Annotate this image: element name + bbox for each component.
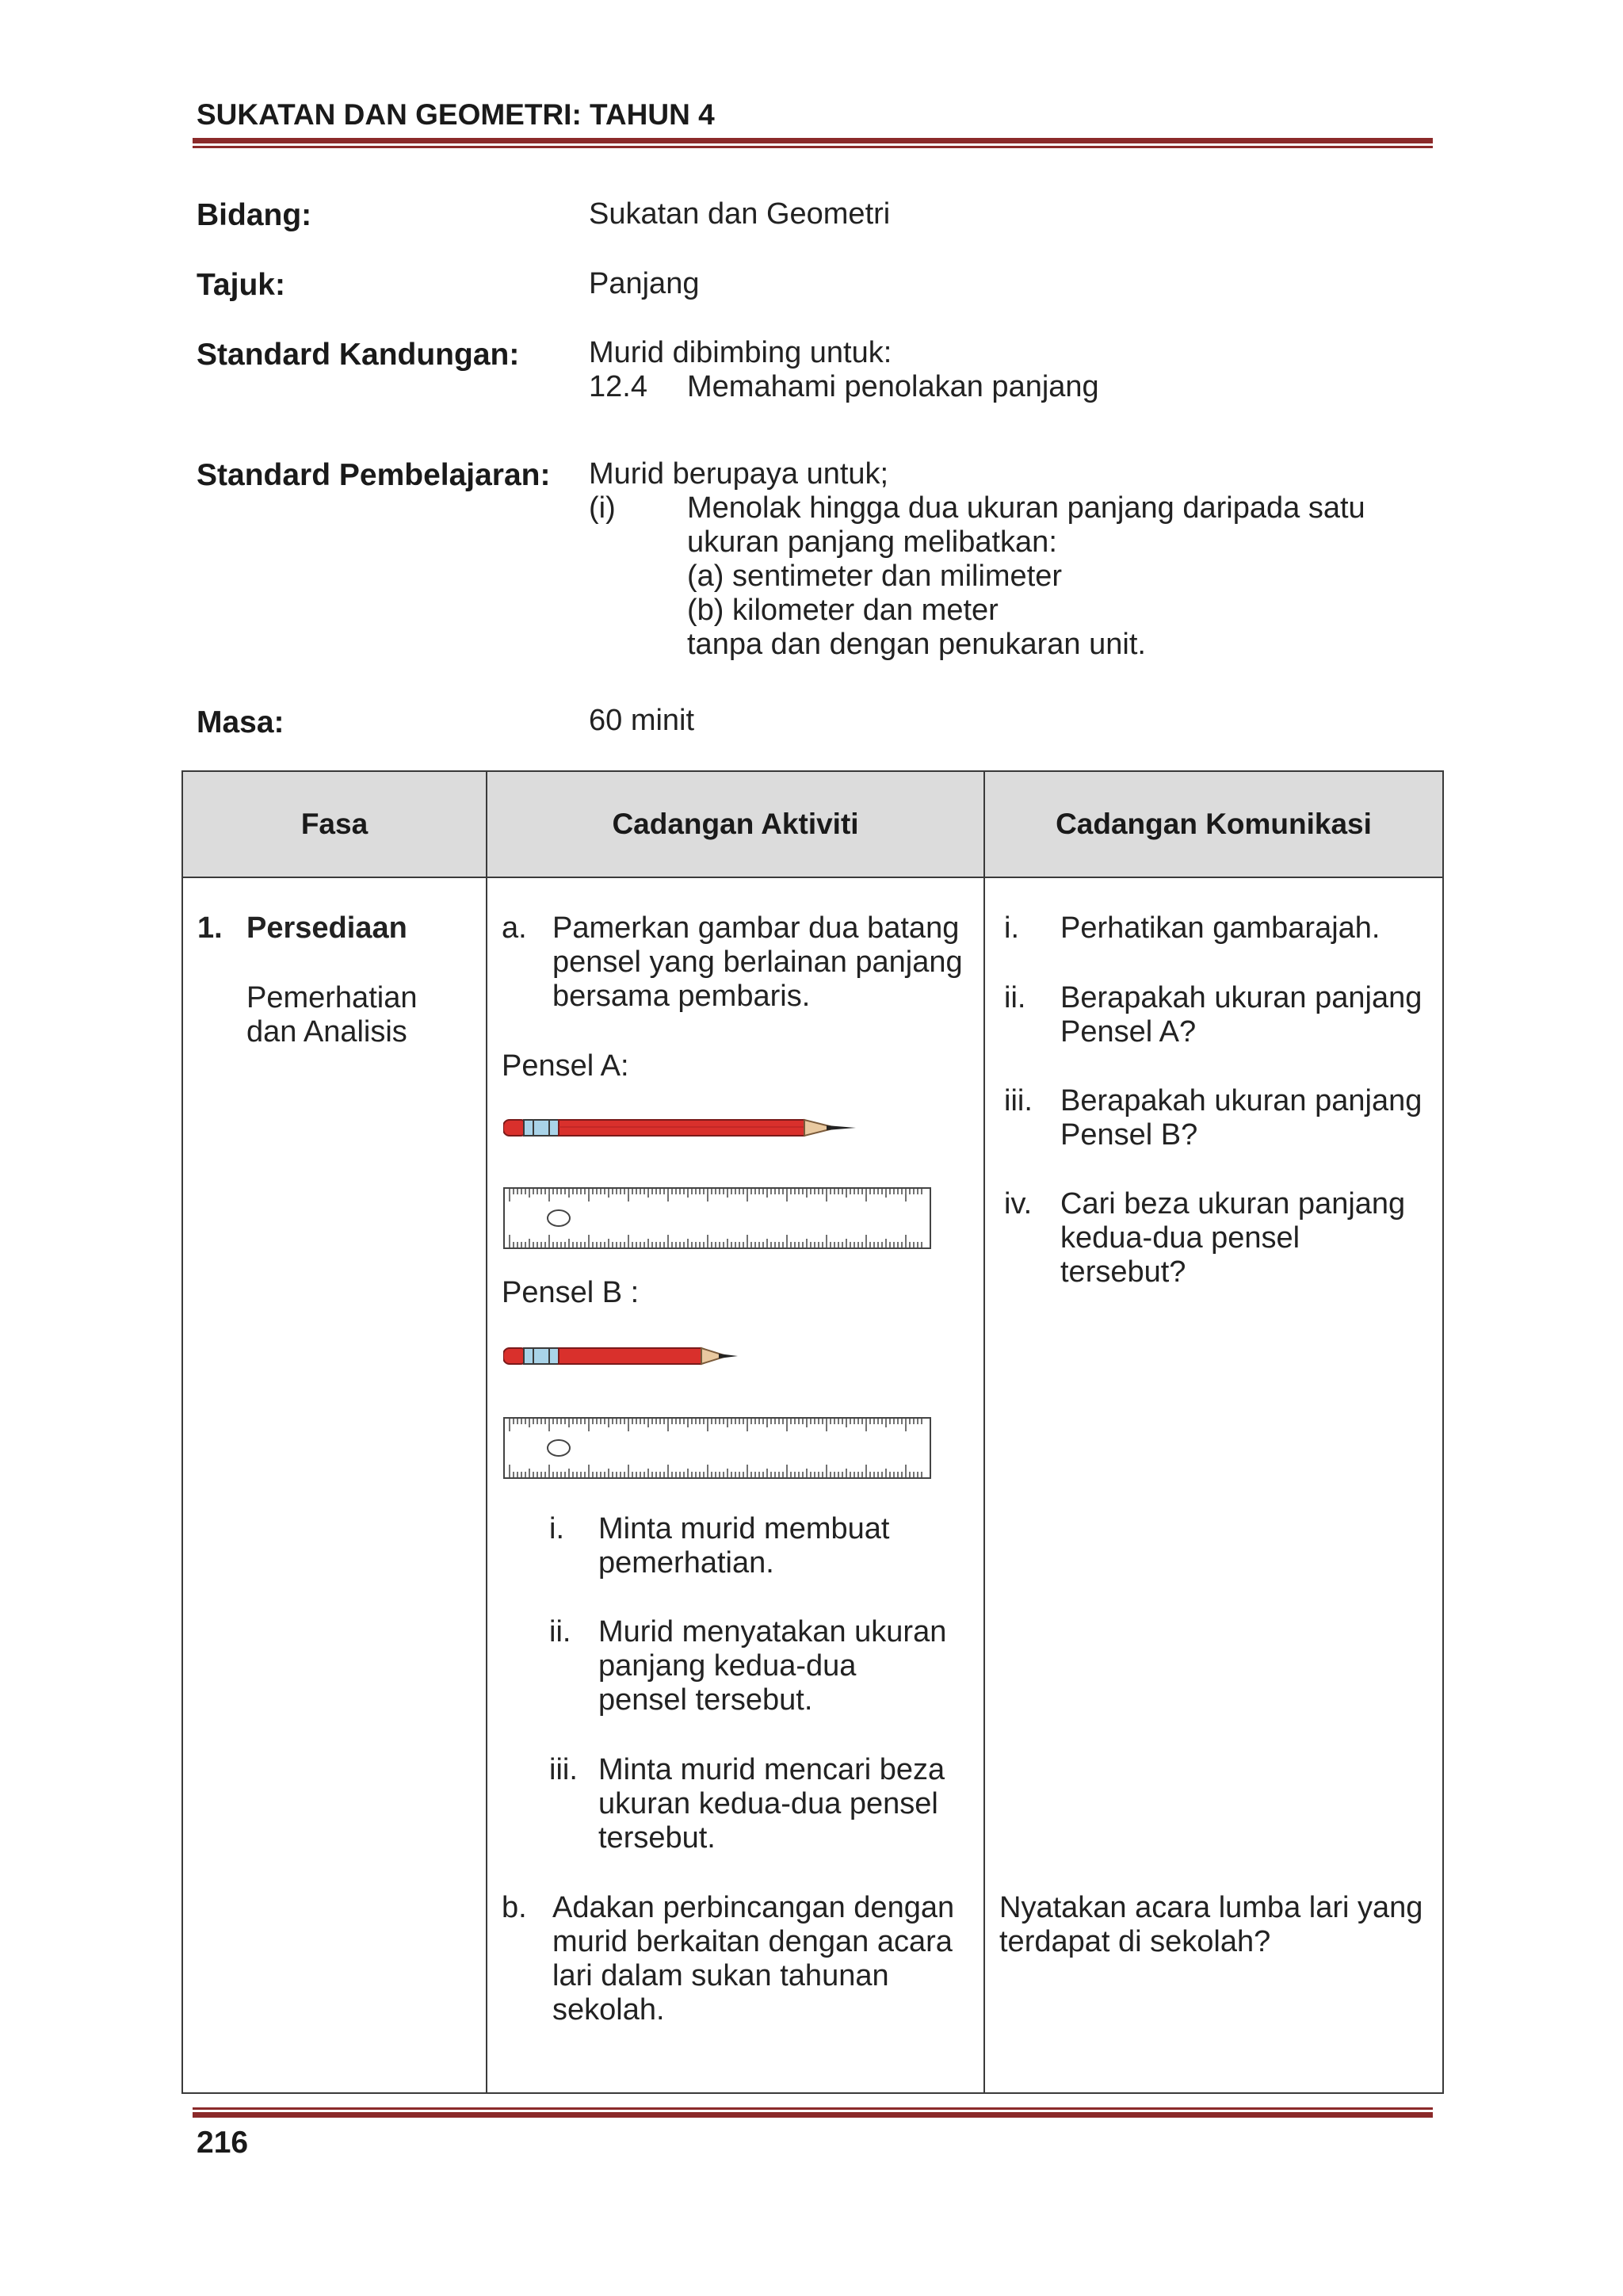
table-header-row <box>182 771 1443 877</box>
aktiviti-b-line-1: Adakan perbincangan dengan <box>552 1891 955 1924</box>
aktiviti-a-marker: a. <box>502 911 527 945</box>
fasa-number: 1. <box>197 911 223 945</box>
tajuk-label: Tajuk: <box>197 268 285 302</box>
ruler-b-illustration <box>503 1417 931 1479</box>
header-rule-thick <box>193 138 1433 143</box>
step-ii-marker: ii. <box>549 1615 571 1648</box>
header-cadangan-aktiviti: Cadangan Aktiviti <box>487 771 984 877</box>
lesson-plan-table <box>181 770 1444 2094</box>
komunikasi-b-line-2: terdapat di sekolah? <box>999 1925 1271 1958</box>
standard-pembelajaran-value: Murid berupaya untuk; (i) Menolak hingga dua ukuran panjang daripada satu ukuran panjang melibatkan: (a) sentimeter dan milimeter (b) kilometer dan meter tanpa dan dengan penukaran unit. <box>589 457 1365 661</box>
standard-pembelajaran-label: Standard Pembelajaran: <box>197 458 551 492</box>
aktiviti-b-line-3: lari dalam sukan tahunan <box>552 1959 889 1992</box>
step-ii-line-3: pensel tersebut. <box>598 1683 813 1717</box>
komunikasi-iii-line-2: Pensel B? <box>1060 1118 1198 1152</box>
page-header-title: SUKATAN DAN GEOMETRI: TAHUN 4 <box>197 98 715 131</box>
komunikasi-i-marker: i. <box>1004 911 1019 945</box>
pensel-a-label: Pensel A: <box>502 1049 629 1083</box>
komunikasi-ii-line-2: Pensel A? <box>1060 1015 1197 1049</box>
step-i-marker: i. <box>549 1512 564 1545</box>
page-number: 216 <box>197 2126 249 2160</box>
aktiviti-cell <box>487 877 984 2093</box>
komunikasi-iv-marker: iv. <box>1004 1187 1033 1221</box>
masa-value: 60 minit <box>589 704 695 737</box>
footer-rule-thin <box>193 2107 1433 2110</box>
komunikasi-b-line-1: Nyatakan acara lumba lari yang <box>999 1891 1423 1924</box>
step-iii-marker: iii. <box>549 1753 578 1786</box>
table-row <box>182 877 1443 2093</box>
step-i-line-1: Minta murid membuat <box>598 1512 890 1545</box>
bidang-value: Sukatan dan Geometri <box>589 197 891 231</box>
komunikasi-iii-marker: iii. <box>1004 1084 1033 1117</box>
fasa-title: Persediaan <box>246 911 407 945</box>
standard-kandungan-value: Murid dibimbing untuk: 12.4 Memahami penolakan panjang <box>589 336 1099 403</box>
komunikasi-i-line-1: Perhatikan gambarajah. <box>1060 911 1381 945</box>
komunikasi-iv-line-2: kedua-dua pensel <box>1060 1221 1300 1255</box>
aktiviti-a-line-1: Pamerkan gambar dua batang <box>552 911 960 945</box>
aktiviti-b-line-2: murid berkaitan dengan acara <box>552 1925 953 1958</box>
ruler-a-illustration <box>503 1187 931 1249</box>
step-i-line-2: pemerhatian. <box>598 1546 774 1580</box>
aktiviti-a-line-3: bersama pembaris. <box>552 980 811 1013</box>
pencil-b-illustration <box>503 1344 741 1368</box>
aktiviti-b-line-4: sekolah. <box>552 1993 665 2027</box>
step-ii-line-1: Murid menyatakan ukuran <box>598 1615 947 1648</box>
komunikasi-iv-line-3: tersebut? <box>1060 1255 1186 1289</box>
tajuk-value: Panjang <box>589 267 700 300</box>
header-rule-thin <box>193 146 1433 148</box>
masa-label: Masa: <box>197 705 285 739</box>
step-iii-line-2: ukuran kedua-dua pensel <box>598 1787 938 1820</box>
komunikasi-iii-line-1: Berapakah ukuran panjang <box>1060 1084 1423 1117</box>
step-ii-line-2: panjang kedua-dua <box>598 1649 857 1683</box>
bidang-label: Bidang: <box>197 198 312 232</box>
standard-kandungan-label: Standard Kandungan: <box>197 338 520 372</box>
komunikasi-cell <box>984 877 1443 2093</box>
pencil-a-illustration <box>503 1116 860 1140</box>
komunikasi-iv-line-1: Cari beza ukuran panjang <box>1060 1187 1406 1221</box>
header-fasa: Fasa <box>182 771 487 877</box>
komunikasi-ii-marker: ii. <box>1004 981 1026 1014</box>
fasa-subtitle-1: Pemerhatian <box>246 981 418 1014</box>
aktiviti-a-line-2: pensel yang berlainan panjang <box>552 946 963 979</box>
komunikasi-ii-line-1: Berapakah ukuran panjang <box>1060 981 1423 1014</box>
pensel-b-label: Pensel B : <box>502 1276 640 1309</box>
fasa-cell <box>182 877 487 2093</box>
header-cadangan-komunikasi: Cadangan Komunikasi <box>984 771 1443 877</box>
step-iii-line-3: tersebut. <box>598 1821 716 1855</box>
footer-rule-thick <box>193 2112 1433 2118</box>
step-iii-line-1: Minta murid mencari beza <box>598 1753 945 1786</box>
aktiviti-b-marker: b. <box>502 1891 527 1924</box>
fasa-subtitle-2: dan Analisis <box>246 1015 407 1049</box>
